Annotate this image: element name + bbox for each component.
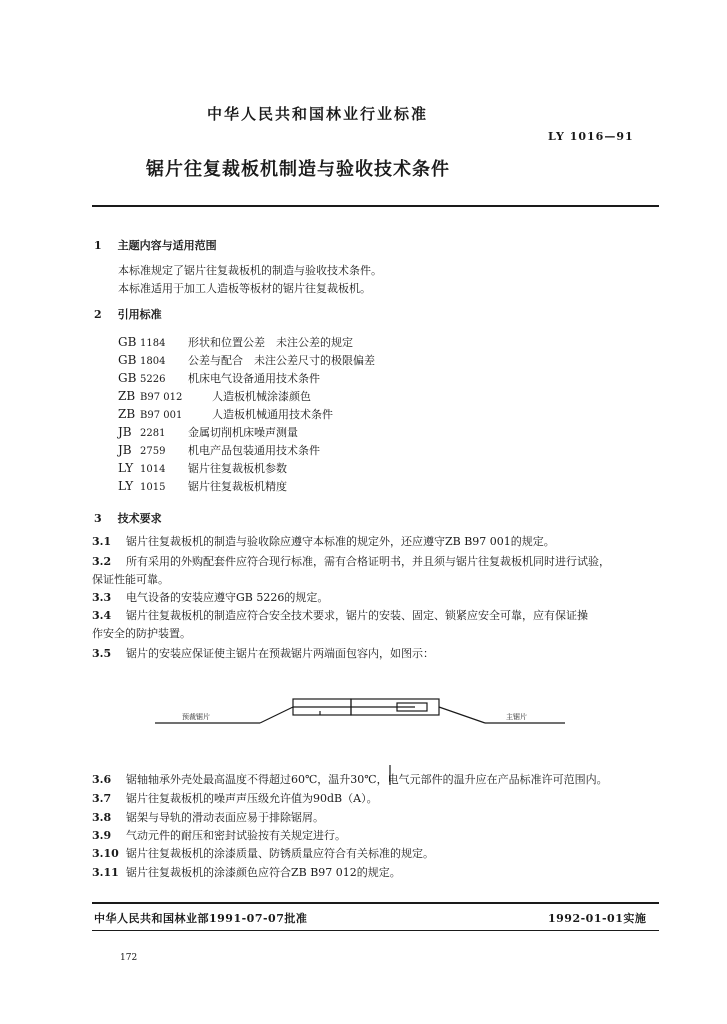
- footer-bottom-rule: [92, 930, 659, 931]
- saw-blade-diagram: [150, 685, 570, 785]
- paragraph: 本标准规定了锯片往复裁板机的制造与验收技术条件。: [118, 264, 382, 277]
- standard-code: LY 1016—91: [548, 130, 634, 143]
- reference-item: GB 1184 形状和位置公差 未注公差的规定: [118, 335, 353, 349]
- requirement-continuation: 作安全的防护装置。: [92, 627, 191, 640]
- reference-item: GB 1804 公差与配合 未注公差尺寸的极限偏差: [118, 353, 375, 367]
- section-2-heading: [94, 306, 162, 322]
- reference-item: LY 1014 锯片往复裁板机参数: [118, 461, 287, 475]
- section-title: 主题内容与适用范围: [117, 239, 217, 252]
- issuing-organization: 中华人民共和国林业行业标准: [207, 105, 429, 123]
- requirement-item: 3.9 气动元件的耐压和密封试验按有关规定进行。: [92, 829, 346, 842]
- section-title: 技术要求: [117, 512, 162, 525]
- requirement-item: 3.7 锯片往复裁板机的噪声声压级允许值为90dB（A）。: [92, 792, 378, 805]
- reference-item: JB 2759 机电产品包装通用技术条件: [118, 443, 320, 457]
- reference-item: ZB B97 012 人造板机械涂漆颜色: [118, 389, 311, 403]
- reference-item: ZB B97 001 人造板机械通用技术条件: [118, 407, 333, 421]
- requirement-item: 3.10 锯片往复裁板机的涂漆质量、防锈质量应符合有关标准的规定。: [92, 847, 434, 860]
- document-title: 锯片往复裁板机制造与验收技术条件: [146, 159, 450, 180]
- page-number: 172: [120, 953, 138, 963]
- requirement-item: 3.6 锯轴轴承外壳处最高温度不得超过60℃，温升30℃，电气元部件的温升应在产品标准许可范围内。: [92, 773, 608, 786]
- requirement-item: 3.2 所有采用的外购配套件应符合现行标准，需有合格证明书，并且须与锯片往复裁板机同时进行试验，: [92, 555, 610, 568]
- section-number: 2: [94, 308, 102, 321]
- section-number: 3: [94, 512, 102, 525]
- section-3-heading: [94, 510, 162, 526]
- effective-date: 1992-01-01实施: [548, 912, 647, 925]
- requirement-continuation: 保证性能可靠。: [92, 573, 169, 586]
- slope-left: [260, 707, 293, 723]
- slope-right: [439, 707, 485, 723]
- requirement-item: 3.4 锯片往复裁板机的制造应符合安全技术要求，锯片的安装、固定、锁紧应安全可靠，应有保证操: [92, 609, 588, 622]
- reference-item: JB 2281 金属切削机床噪声测量: [118, 425, 298, 439]
- requirement-item: 3.11 锯片往复裁板机的涂漆颜色应符合ZB B97 012的规定。: [92, 866, 401, 879]
- section-title: 引用标准: [117, 308, 162, 321]
- main-blade-label: 主锯片: [506, 713, 527, 721]
- section-1-heading: [94, 237, 217, 253]
- approval-statement: 中华人民共和国林业部1991-07-07批准: [94, 912, 308, 925]
- requirement-item: 3.1 锯片往复裁板机的制造与验收除应遵守本标准的规定外，还应遵守ZB B97 001的规定。: [92, 535, 555, 548]
- requirement-item: 3.3 电气设备的安装应遵守GB 5226的规定。: [92, 591, 329, 604]
- paragraph: 本标准适用于加工人造板等板材的锯片往复裁板机。: [118, 282, 371, 295]
- section-number: 1: [94, 239, 102, 252]
- requirement-item: 3.8 锯架与导轨的滑动表面应易于排除锯屑。: [92, 811, 324, 824]
- reference-item: GB 5226 机床电气设备通用技术条件: [118, 371, 320, 385]
- footer-divider: [92, 902, 659, 904]
- pre-cut-blade-label: 预裁锯片: [182, 713, 210, 721]
- header-divider: [92, 205, 659, 207]
- requirement-item: 3.5 锯片的安装应保证使主锯片在预裁锯片两端面包容内，如图示：: [92, 647, 434, 660]
- reference-item: LY 1015 锯片往复裁板机精度: [118, 479, 287, 493]
